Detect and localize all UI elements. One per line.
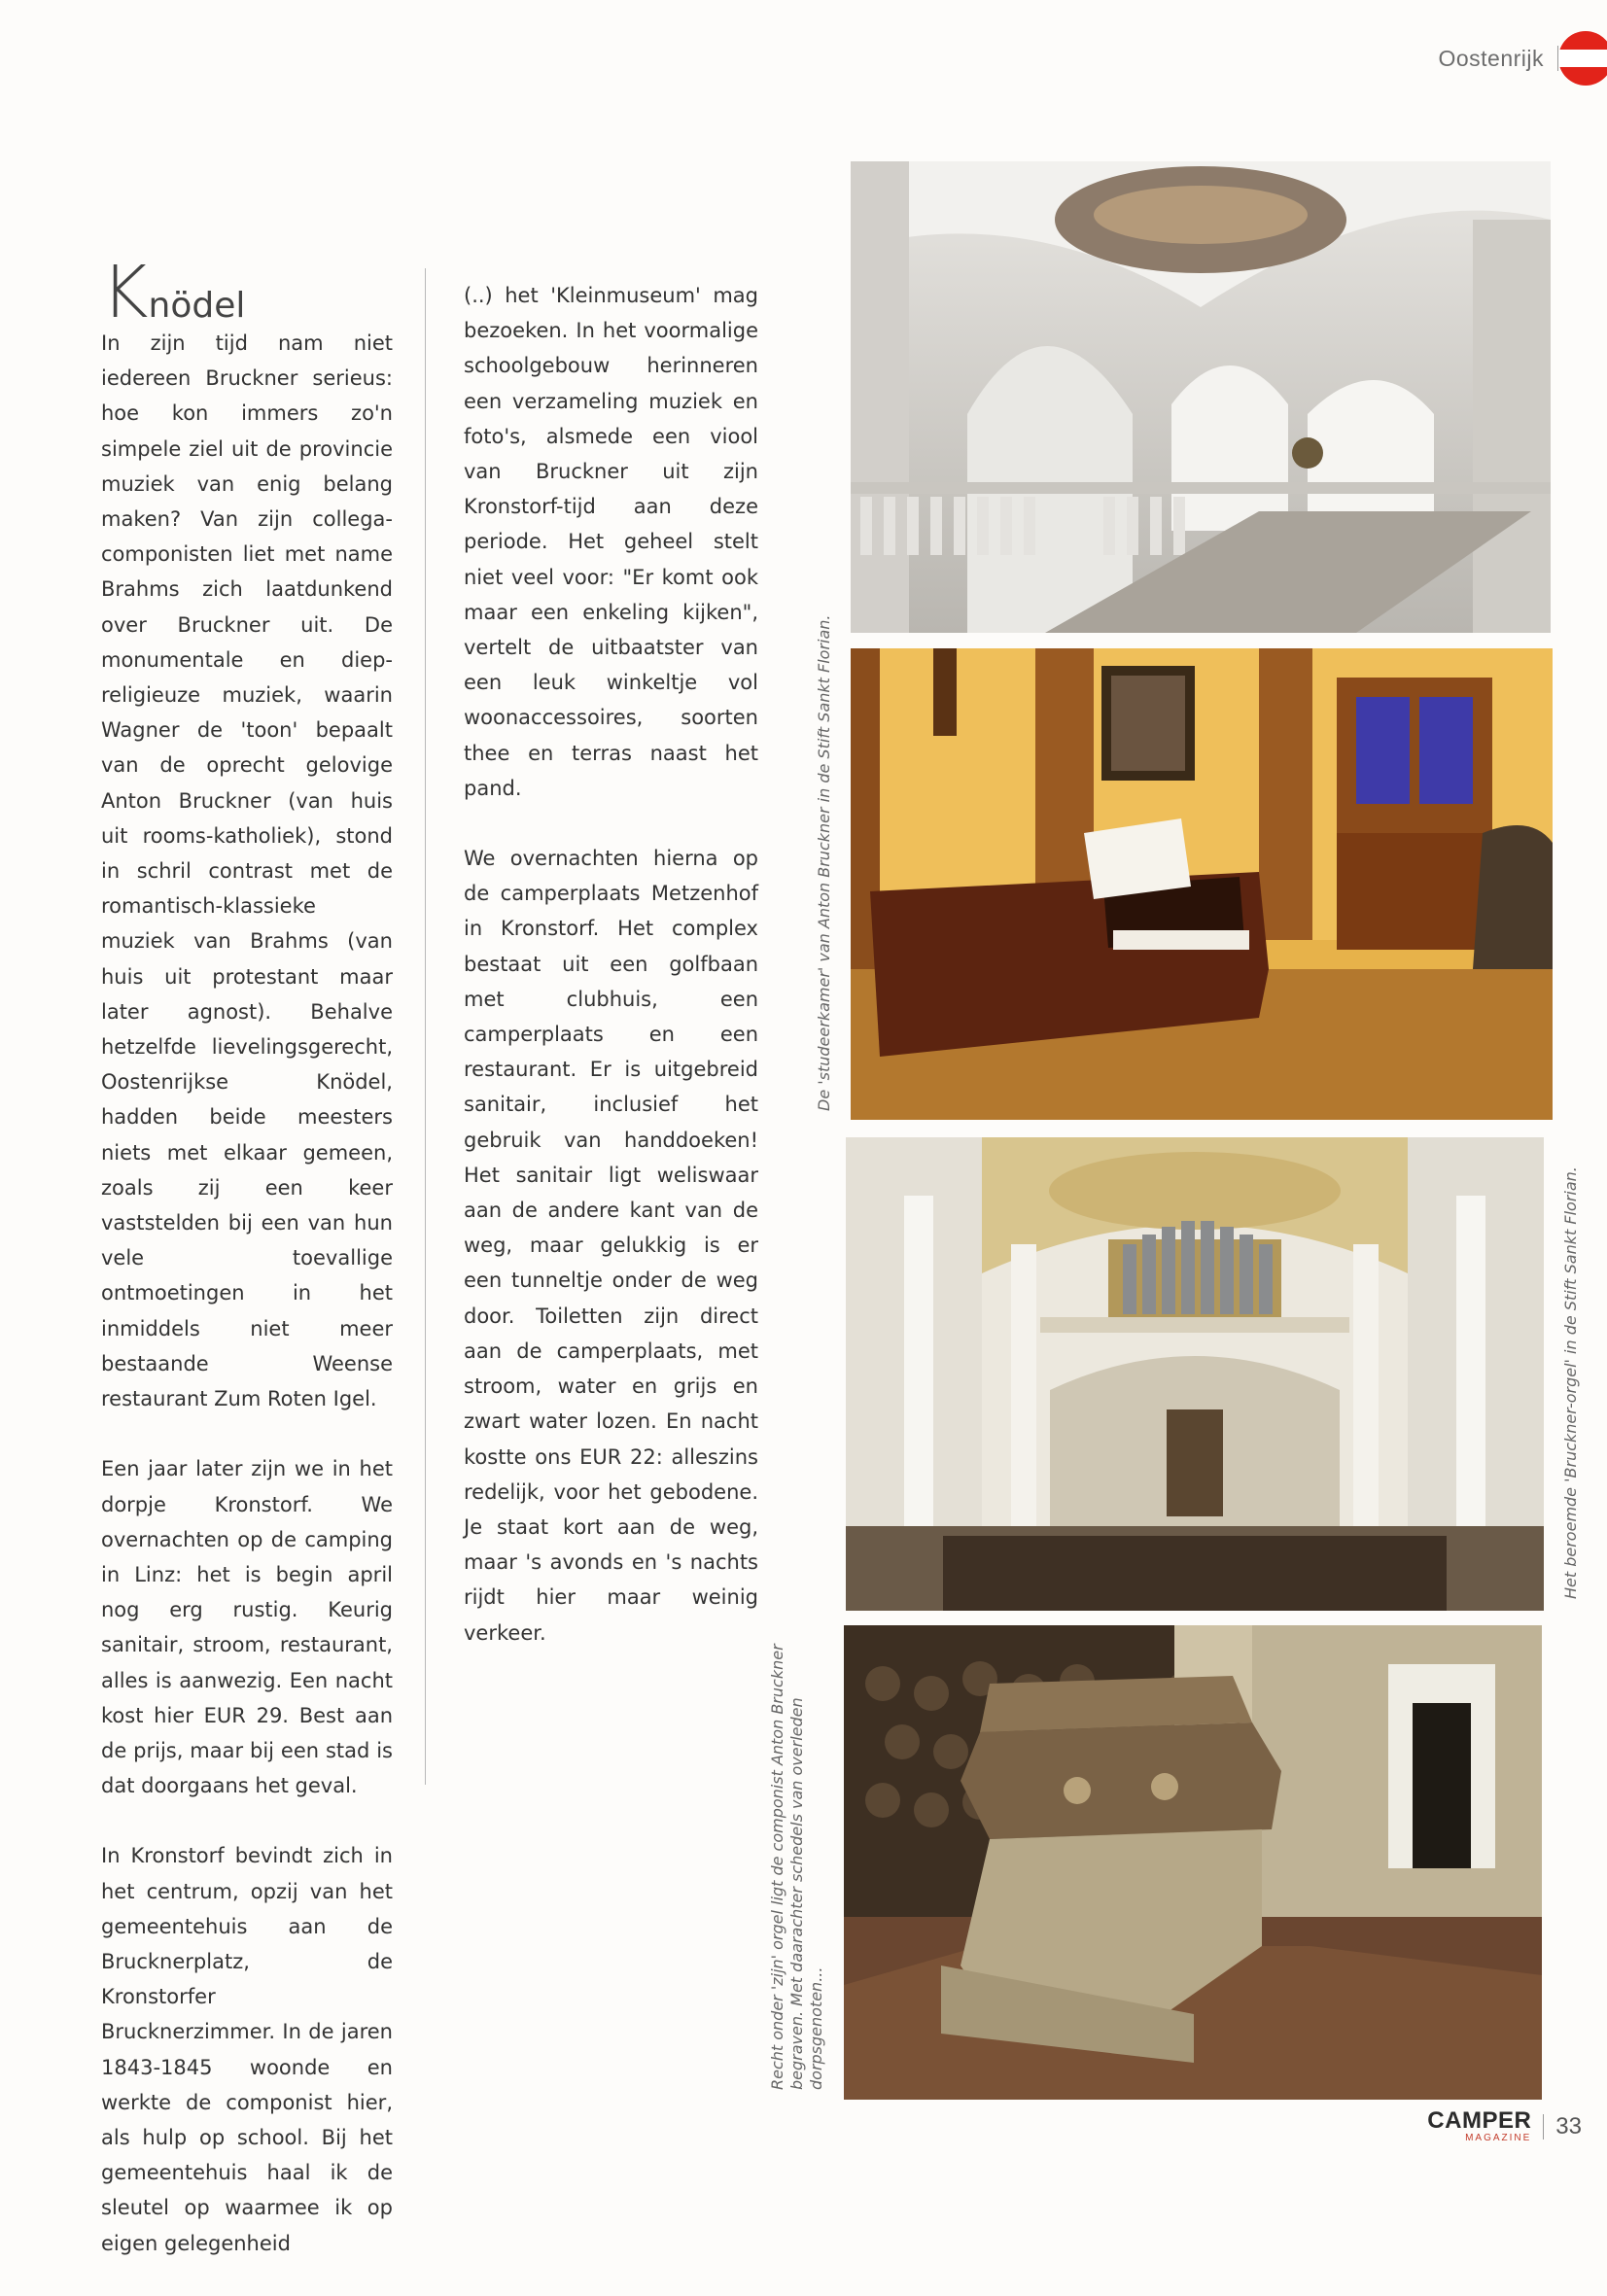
caption-study: De 'studeerkamer' van Anton Bruckner in de Stift Sankt Florian. — [815, 614, 833, 1111]
article-column-1 — [101, 251, 393, 2296]
brand-name: CAMPER — [1427, 2107, 1532, 2134]
page-number: 33 — [1555, 2112, 1582, 2139]
magazine-logo — [1427, 2109, 1531, 2143]
austria-flag-icon — [1558, 31, 1607, 86]
caption-line: begraven. Met daarachter schedels van overleden — [787, 1697, 806, 2090]
article-column-2 — [464, 278, 758, 1686]
paragraph: In Kronstorf bevindt zich in het centrum, opzij van het gemeentehuis aan de Brucknerplatz, de Kronstorfer Brucknerzimmer. In de jaren 1843-1845 woonde en werkte de componist hier, als hulp op school. Bij het gemeentehuis haal ik de sleutel op waarmee ik op eigen gelegenheid — [101, 1844, 393, 2255]
footer-divider — [1543, 2114, 1544, 2139]
page-footer — [1427, 2109, 1582, 2143]
photo-crypt-sarcophagus — [844, 1625, 1542, 2100]
caption-church: Het beroemde 'Bruckner-orgel' in de Stift Sankt Florian. — [1561, 1166, 1580, 1599]
caption-line: dorpsgenoten... — [807, 1966, 825, 2090]
drop-cap: K — [101, 251, 149, 334]
column-divider — [425, 268, 426, 1785]
section-label: Oostenrijk — [1438, 45, 1544, 71]
paragraph: (..) het 'Kleinmuseum' mag bezoeken. In het voormalige schoolgebouw herinneren een verzameling muziek en foto's, alsmede een viool van Bruckner uit zijn Kronstorf-tijd aan deze periode. Het geheel stelt niet veel voor: "Er komt ook maar een enkeling kijken", vertelt de uitbaatster van een leuk winkeltje vol woonaccessoires, soorten thee en terras naast het pand. — [464, 284, 758, 800]
photo-study-room-piano — [851, 648, 1553, 1120]
brand-subtitle: MAGAZINE — [1465, 2133, 1532, 2143]
caption-crypt — [768, 1644, 826, 2090]
paragraph: We overnachten hierna op de camperplaats Metzenhof in Kronstorf. Het complex bestaat uit een golfbaan met clubhuis, een camperplaats en een restaurant. Er is uitgebreid sanitair, inclusief het gebruik van handdoeken! Het sanitair ligt weliswaar aan de andere kant van de weg, maar gelukkig is er een tunneltje onder de weg door. Toiletten zijn direct aan de camperplaats, met stroom, water en grijs en zwart water lozen. En nacht kostte ons EUR 22: alleszins redelijk, voor het gebodene. Je staat kort aan de weg, maar 's avonds en 's nachts rijdt hier maar weinig verkeer. — [464, 847, 758, 1645]
photo-church-organ — [846, 1137, 1544, 1611]
heading-text: nödel — [148, 286, 246, 326]
paragraph: Een jaar later zijn we in het dorpje Kronstorf. We overnachten op de camping in Linz: het is begin april nog erg rustig. Keurig sanitair, stroom, restaurant, alles is aanwezig. Een nacht kost hier EUR 29. Best aan de prijs, maar bij een stad is dat doorgaans het geval. — [101, 1457, 393, 1798]
caption-line: Recht onder 'zijn' orgel ligt de componist Anton Bruckner — [768, 1644, 786, 2090]
section-header — [1438, 37, 1558, 80]
paragraph: In zijn tijd nam niet iedereen Bruckner serieus: hoe kon immers zo'n simpele ziel uit de provincie muziek van enig belang maken? Van zijn collega-componisten liet met name Brahms zich laatdunkend over Bruckner uit. De monumentale en diep-religieuze muziek, waarin Wagner de 'toon' bepaalt van de oprecht gelovige Anton Bruckner (van huis uit rooms-katholiek), stond in schril contrast met de romantisch-klassieke muziek van Brahms (van huis uit protestant maar later agnost). Behalve hetzelfde lievelingsgerecht, Oostenrijkse Knödel, hadden beide meesters niets met elkaar gemeen, zoals zij een keer vaststelden bij een van hun vele toevallige ontmoetingen in het inmiddels niet meer bestaande Weense restaurant Zum Roten Igel. — [101, 331, 393, 1411]
article-heading — [101, 251, 393, 334]
photo-gallery-corridor — [851, 161, 1551, 633]
